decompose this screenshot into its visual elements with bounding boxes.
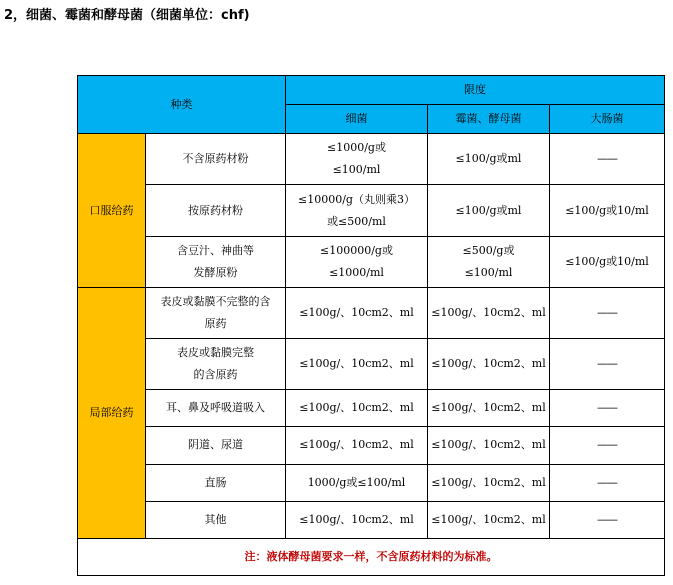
ecoli-cell: ≤100/g或10/ml: [550, 236, 665, 287]
bacteria-cell: ≤100g/、10cm2、ml: [286, 427, 428, 464]
bacteria-cell: ≤100g/、10cm2、ml: [286, 287, 428, 338]
table-row: [78, 287, 665, 338]
mold-cell: ≤100g/、10cm2、ml: [428, 287, 550, 338]
kind-cell: 不含原药材粉: [146, 134, 286, 185]
header-row-1: [78, 76, 665, 105]
table-row: [78, 464, 665, 501]
kind-cell: 耳、鼻及呼吸道吸入: [146, 390, 286, 427]
mold-cell: ≤100g/、10cm2、ml: [428, 464, 550, 501]
ecoli-cell: ——: [550, 501, 665, 538]
note-row: [78, 538, 665, 575]
kind-cell: 其他: [146, 501, 286, 538]
header-category: 种类: [78, 76, 286, 134]
table-note: 注：液体酵母菌要求一样，不含原药材料的为标准。: [78, 538, 665, 575]
table-row: [78, 390, 665, 427]
mold-cell: ≤100g/、10cm2、ml: [428, 427, 550, 464]
bacteria-cell: ≤10000/g（丸则乘3） 或≤500/ml: [286, 185, 428, 236]
bacteria-cell: ≤100g/、10cm2、ml: [286, 339, 428, 390]
header-bacteria: 细菌: [286, 105, 428, 134]
page-title: 2，细菌、霉菌和酵母菌（细菌单位：chf): [4, 8, 250, 23]
bacteria-cell: ≤100g/、10cm2、ml: [286, 501, 428, 538]
ecoli-cell: ——: [550, 134, 665, 185]
bacteria-cell: ≤1000/g或 ≤100/ml: [286, 134, 428, 185]
table-row: [78, 185, 665, 236]
ecoli-cell: ——: [550, 427, 665, 464]
ecoli-cell: ——: [550, 287, 665, 338]
table-row: [78, 236, 665, 287]
ecoli-cell: ≤100/g或10/ml: [550, 185, 665, 236]
mold-cell: ≤100g/、10cm2、ml: [428, 390, 550, 427]
kind-cell: 直肠: [146, 464, 286, 501]
kind-cell: 含豆汁、神曲等 发酵原粉: [146, 236, 286, 287]
ecoli-cell: ——: [550, 464, 665, 501]
table-row: [78, 501, 665, 538]
mold-cell: ≤100g/、10cm2、ml: [428, 501, 550, 538]
bacteria-cell: ≤100g/、10cm2、ml: [286, 390, 428, 427]
header-ecoli: 大肠菌: [550, 105, 665, 134]
ecoli-cell: ——: [550, 339, 665, 390]
header-mold-yeast: 霉菌、酵母菌: [428, 105, 550, 134]
mold-cell: ≤500/g或 ≤100/ml: [428, 236, 550, 287]
table-row: [78, 427, 665, 464]
mold-cell: ≤100g/、10cm2、ml: [428, 339, 550, 390]
mold-cell: ≤100/g或ml: [428, 134, 550, 185]
group-oral: 口服给药: [78, 134, 146, 288]
kind-cell: 阴道、尿道: [146, 427, 286, 464]
mold-cell: ≤100/g或ml: [428, 185, 550, 236]
group-topical: 局部给药: [78, 287, 146, 538]
table-row: [78, 134, 665, 185]
kind-cell: 表皮或黏膜不完整的含 原药: [146, 287, 286, 338]
kind-cell: 按原药材粉: [146, 185, 286, 236]
bacteria-cell: 1000/g或≤100/ml: [286, 464, 428, 501]
header-limit: 限度: [286, 76, 665, 105]
microbial-limits-table: [77, 75, 665, 576]
bacteria-cell: ≤100000/g或 ≤1000/ml: [286, 236, 428, 287]
table-row: [78, 339, 665, 390]
kind-cell: 表皮或黏膜完整 的含原药: [146, 339, 286, 390]
ecoli-cell: ——: [550, 390, 665, 427]
